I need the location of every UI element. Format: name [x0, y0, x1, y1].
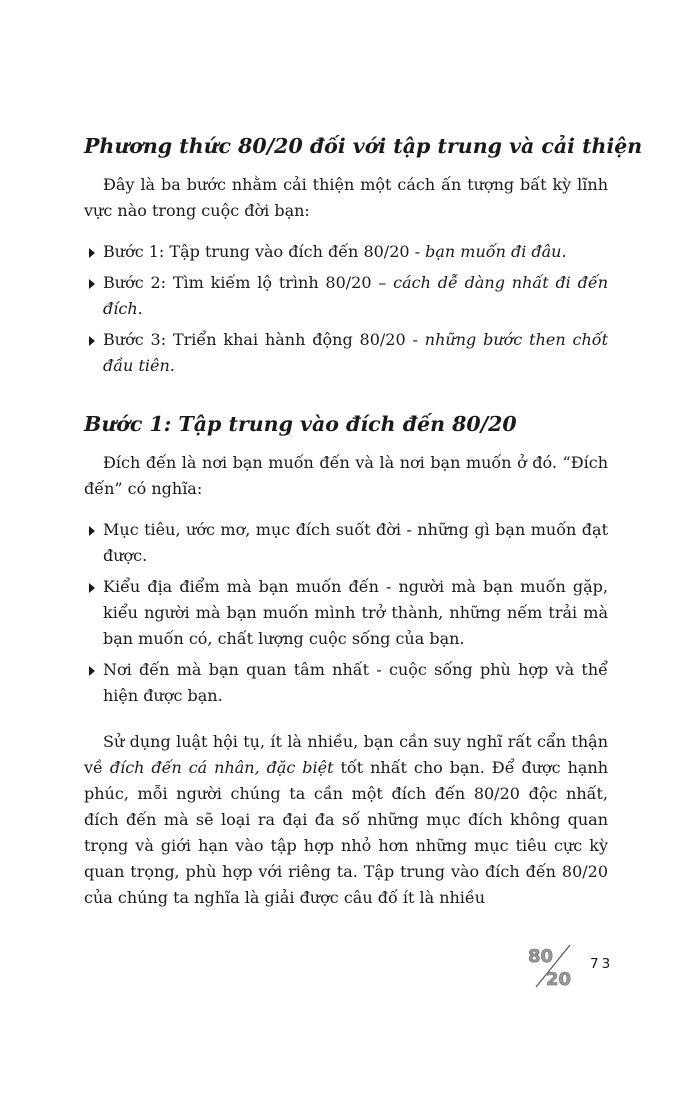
intro-paragraph: Đây là ba bước nhằm cải thiện một cách ấn tượng bất kỳ lĩnh vực nào trong cuộc đời bạn:: [84, 175, 608, 220]
list-item: Mục tiêu, ước mơ, mục đích suốt đời - những gì bạn muốn đạt được.: [84, 517, 608, 569]
bullet-triangle-icon: [89, 336, 95, 346]
definition-paragraph: Đích đến là nơi bạn muốn đến và là nơi bạn muốn ở đó. “Đích đến” có nghĩa:: [84, 453, 608, 498]
bullet-triangle-icon: [89, 526, 95, 536]
list-item: Nơi đến mà bạn quan tâm nhất - cuộc sống phù hợp và thể hiện được bạn.: [84, 657, 608, 709]
list-item: Bước 3: Triển khai hành động 80/20 - những bước then chốt đầu tiên.: [84, 327, 608, 379]
bullet-triangle-icon: [89, 583, 95, 593]
page-number: 73: [590, 956, 614, 972]
destination-list: [84, 517, 608, 709]
closing-paragraph: Sử dụng luật hội tụ, ít là nhiều, bạn cần suy nghĩ rất cẩn thận về đích đến cá nhân, đặc biệt tốt nhất cho bạn. Để được hạnh phúc, mỗi người chúng ta cần một đích đến 80/20 độc nhất, đích đến mà sẽ loại ra đại đa số những mục đích không quan trọng và giới hạn vào tập hợp nhỏ hơn những mục tiêu cực kỳ quan trọng, phù hợp với riêng ta. Tập trung vào đích đến 80/20 của chúng ta nghĩa là giải được câu đố ít là nhiều: [84, 732, 609, 907]
steps-list: [84, 239, 608, 379]
book-logo-icon: [526, 944, 576, 990]
logo-text-bottom: 20: [546, 969, 572, 990]
list-item: Kiểu địa điểm mà bạn muốn đến - người mà bạn muốn gặp, kiểu người mà bạn muốn mình trở thành, những nếm trải mà bạn muốn có, chất lượng cuộc sống của bạn.: [84, 574, 608, 652]
logo-text-top: 80: [528, 946, 554, 967]
step1-title: Bước 1: Tập trung vào đích đến 80/20: [84, 412, 517, 436]
bullet-triangle-icon: [89, 666, 95, 676]
section-title: Phương thức 80/20 đối với tập trung và cải thiện: [84, 134, 643, 158]
list-item: Bước 2: Tìm kiếm lộ trình 80/20 – cách dễ dàng nhất đi đến đích.: [84, 270, 608, 322]
list-item: Bước 1: Tập trung vào đích đến 80/20 - bạn muốn đi đâu.: [84, 239, 608, 265]
bullet-triangle-icon: [89, 279, 95, 289]
bullet-triangle-icon: [89, 248, 95, 258]
